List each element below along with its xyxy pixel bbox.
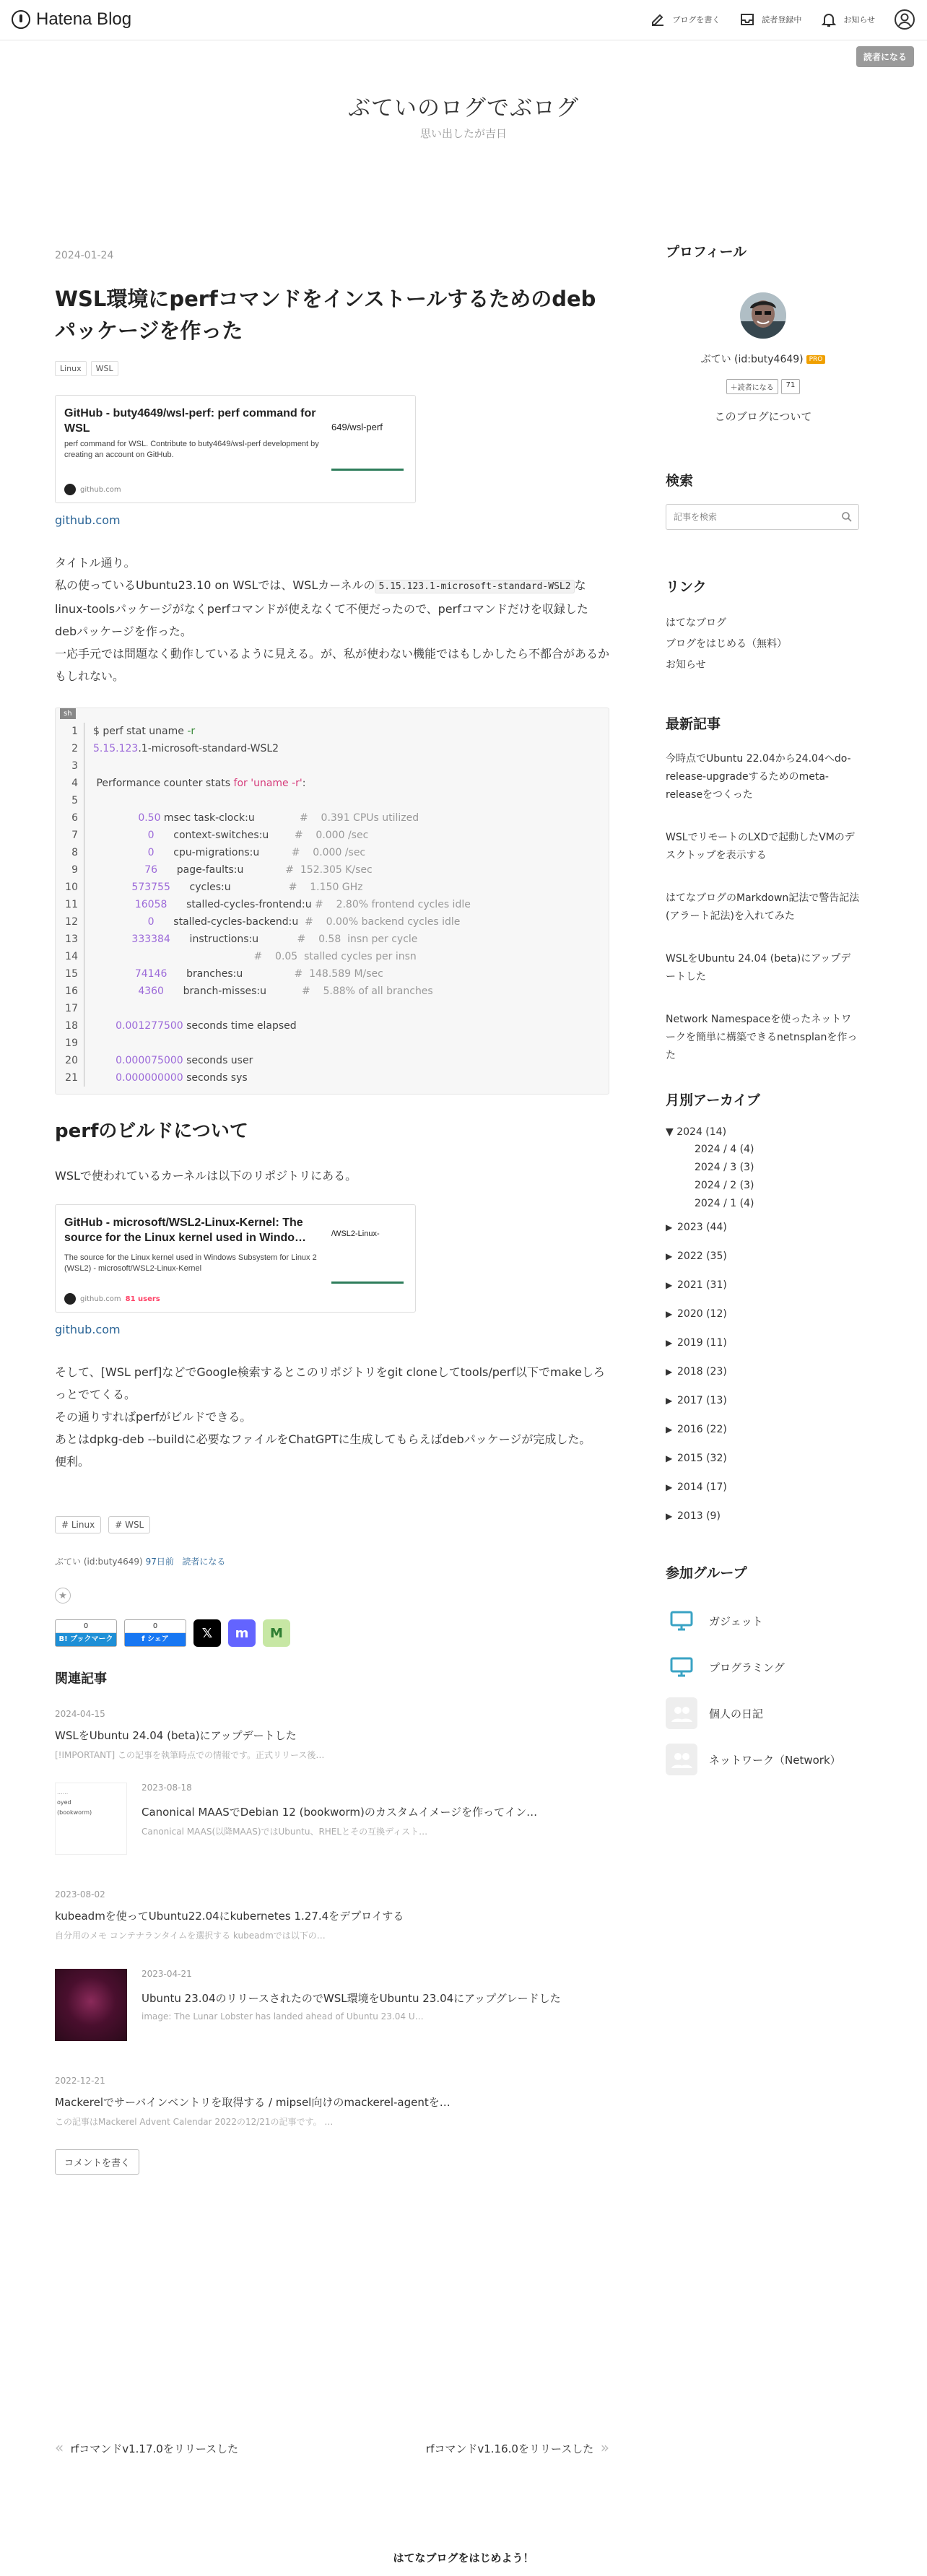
line-content: 76 page-faults:u # 152.305 K/sec	[144, 864, 373, 876]
profile-subscribe-button[interactable]	[726, 379, 778, 394]
line-content: 4360 branch-misses:u # 5.88% of all branches	[138, 985, 433, 997]
recent-item[interactable]: はてなブログのMarkdown記法で警告記法(アラート記法)を入れてみた	[666, 892, 860, 922]
line-number: 2	[56, 740, 84, 757]
related-item[interactable]	[55, 1709, 609, 1761]
line-number: 12	[56, 913, 84, 931]
write-comment-button[interactable]: コメントを書く	[55, 2149, 139, 2175]
search-input[interactable]	[666, 505, 832, 529]
build-line-3: あとはdpkg-deb --buildに必要なファイルをChatGPTに生成してもらえばdebパッケージが完成した。	[55, 1432, 591, 1446]
section-heading: perfのビルドについて	[55, 1121, 248, 1142]
archive-year[interactable]	[666, 1502, 861, 1531]
entry-ago-link[interactable]: 97日前	[145, 1557, 174, 1567]
related-body	[142, 1783, 609, 1855]
x-icon: 𝕏	[201, 1625, 213, 1641]
notifications-label: お知らせ	[843, 15, 875, 25]
pro-badge: PRO	[806, 355, 826, 364]
archive-year[interactable]	[666, 1271, 861, 1300]
triangle-right-icon: ▶	[666, 1222, 673, 1232]
triangle-right-icon: ▶	[666, 1367, 673, 1377]
related-title: 関連記事	[55, 1671, 107, 1687]
github-embed-card[interactable]	[55, 395, 416, 503]
embed2-source-link[interactable]: github.com	[55, 1323, 121, 1336]
bell-icon	[820, 11, 837, 28]
embed2-description: The source for the Linux kernel used in Windows Subsystem for Linux 2 (WSL2) - microsoft/WSL2-Linux-Kernel	[64, 1253, 317, 1273]
next-entry-title: rfコマンドv1.16.0をリリースした	[425, 2442, 594, 2455]
line-content: 0 stalled-cycles-backend:u # 0.00% backend cycles idle	[147, 916, 461, 928]
facebook-share-count: 0	[125, 1620, 186, 1633]
line-number: 3	[56, 757, 84, 775]
line-number: 11	[56, 896, 84, 913]
embed-thumb-bar	[331, 469, 404, 471]
archive-year[interactable]	[666, 1444, 861, 1473]
code-lines	[56, 723, 609, 1087]
code-line	[56, 809, 609, 827]
subscribe-button[interactable]: 読者になる	[856, 46, 914, 67]
related-date: 2022-12-21	[55, 2076, 105, 2086]
line-content: 74146 branches:u # 148.589 M/sec	[134, 968, 383, 980]
link-hatena-blog[interactable]: はてなブログ	[666, 617, 726, 629]
group-label: ネットワーク（Network）	[709, 1753, 841, 1767]
misskey-icon: M	[270, 1625, 283, 1641]
line-number: 8	[56, 844, 84, 861]
related-title-link[interactable]: Mackerelでサーバインベントリを取得する / mipsel向けのmackerel-agentを…	[55, 2096, 451, 2109]
code-line	[56, 1017, 609, 1035]
group-label: 個人の日記	[709, 1707, 764, 1720]
prev-entry-link[interactable]	[55, 2439, 238, 2456]
hatena-bookmark-button[interactable]	[55, 1619, 117, 1647]
intro-line-2	[55, 574, 609, 643]
embed2-thumb-bar	[331, 1282, 404, 1284]
code-block	[55, 708, 609, 1095]
embed2-site: github.com	[80, 1294, 121, 1303]
archive-year-label: 2016 (22)	[677, 1424, 727, 1435]
subscriptions-label: 読者登録中	[762, 15, 802, 25]
line-content: 0.000075000 seconds user	[116, 1055, 253, 1066]
prev-entry-title: rfコマンドv1.17.0をリリースした	[70, 2442, 239, 2455]
x-share-button[interactable]	[193, 1619, 221, 1647]
code-line	[56, 861, 609, 879]
entry-date[interactable]: 2024-01-24	[55, 250, 114, 261]
misskey-share-button[interactable]	[263, 1619, 290, 1647]
recent-list	[666, 750, 861, 1065]
blog-description: 思い出したが吉日	[419, 127, 507, 140]
line-number: 19	[56, 1035, 84, 1052]
line-number: 18	[56, 1017, 84, 1035]
facebook-share-label: f シェア	[125, 1633, 186, 1646]
line-content: 5.15.123.1-microsoft-standard-WSL2	[93, 743, 279, 754]
line-number: 21	[56, 1069, 84, 1087]
related-date: 2023-08-18	[142, 1783, 192, 1793]
hatena-blog-logo[interactable]	[12, 9, 131, 30]
category-wsl[interactable]: WSL	[91, 361, 118, 376]
chevron-right-icon: »	[600, 2439, 609, 2456]
line-number: 14	[56, 948, 84, 965]
line-content: 0 context-switches:u # 0.000 /sec	[147, 830, 369, 841]
header-nav	[649, 9, 915, 30]
archive-year-label: 2022 (35)	[677, 1250, 727, 1262]
group-network[interactable]	[666, 1736, 861, 1783]
hatena-bookmark-label: B! ブックマーク	[56, 1633, 116, 1646]
archive-month[interactable]: 2024 / 2 (3)	[695, 1180, 754, 1191]
code-line	[56, 827, 609, 844]
intro-line-2-b: なlinux-toolsパッケージがなくperfコマンドが使えなくて不便だったので、perfコマンドだけを収録したdebパッケージを作った。	[55, 578, 588, 638]
entry-categories	[55, 361, 609, 376]
triangle-right-icon: ▶	[666, 1309, 673, 1319]
related-title-link[interactable]: Ubuntu 23.04のリリースされたのでWSL環境をUbuntu 23.04にアップグレードした	[142, 1992, 561, 2005]
group-gadget[interactable]	[666, 1598, 861, 1644]
triangle-right-icon: ▶	[666, 1280, 673, 1290]
code-line	[56, 948, 609, 965]
related-summary: [!IMPORTANT] この記事を執筆時点での情報です。正式リリース後…	[55, 1750, 325, 1760]
archive-month[interactable]: 2024 / 3 (3)	[695, 1162, 754, 1173]
related-title-link[interactable]: Canonical MAASでDebian 12 (bookworm)のカスタムイメージを作ってイン…	[142, 1806, 538, 1819]
line-content: 0.001277500 seconds time elapsed	[116, 1020, 297, 1032]
archive-year[interactable]	[666, 1415, 861, 1444]
subscriber-count: 71	[781, 379, 801, 394]
recent-item[interactable]: Network Namespaceを使ったネットワークを簡単に構築できるnetnsplanを作った	[666, 1014, 858, 1061]
build-paragraph	[55, 1361, 609, 1473]
archive-year-label: 2014 (17)	[677, 1481, 727, 1493]
archive-year[interactable]	[666, 1242, 861, 1271]
code-language-label: sh	[60, 708, 76, 719]
link-news[interactable]: お知らせ	[666, 659, 706, 671]
profile-subscribe-label: 読者になる	[737, 384, 774, 392]
group-programming[interactable]	[666, 1644, 861, 1690]
hatena-logo-icon	[12, 10, 30, 29]
add-star-icon[interactable]: ★	[55, 1588, 71, 1604]
embed-thumbnail	[331, 412, 406, 484]
recent-item[interactable]: WSLでリモートのLXDで起動したVMのデスクトップを表示する	[666, 832, 855, 861]
category-linux[interactable]: Linux	[55, 361, 87, 376]
archive-year-label: 2020 (12)	[677, 1308, 727, 1320]
entry-pager	[55, 2439, 609, 2460]
user-menu-button[interactable]	[894, 9, 915, 30]
related-date: 2024-04-15	[55, 1709, 105, 1719]
related-title-link[interactable]: WSLをUbuntu 24.04 (beta)にアップデートした	[55, 1729, 297, 1742]
monitor-icon	[666, 1651, 697, 1683]
main-column	[55, 250, 609, 2175]
mastodon-share-button[interactable]	[228, 1619, 256, 1647]
archive-year[interactable]	[666, 1300, 861, 1328]
code-line	[56, 931, 609, 948]
embed-source-link[interactable]: github.com	[55, 513, 121, 527]
line-content: 333384 instructions:u # 0.58 insn per cycle	[131, 934, 418, 945]
embed2-title: GitHub - microsoft/WSL2-Linux-Kernel: The source for the Linux kernel used in Windo…	[64, 1217, 307, 1244]
hatena-bookmark-count: 0	[56, 1620, 116, 1633]
archive-year-open[interactable]: ▼ 2024 (14)	[666, 1126, 727, 1138]
related-summary: この記事はMackerel Advent Calendar 2022の12/21の記事です。 …	[55, 2117, 334, 2127]
notifications-button[interactable]	[820, 11, 875, 28]
profile-id: ぶてい (id:buty4649)	[700, 354, 804, 365]
start-blog-cta[interactable]: はてなブログをはじめよう！	[393, 2551, 534, 2564]
archive-year-label: 2015 (32)	[677, 1453, 727, 1464]
line-content: 0.000000000 seconds sys	[116, 1072, 248, 1084]
build-line-2: その通りすればperfがビルドできる。	[55, 1410, 252, 1424]
share-buttons	[55, 1619, 609, 1647]
code-line	[56, 1000, 609, 1017]
code-line	[56, 757, 609, 775]
profile-subscribe	[666, 379, 861, 394]
triangle-right-icon: ▶	[666, 1251, 673, 1261]
recent-heading: 最新記事	[666, 716, 721, 732]
recent-item[interactable]: WSLをUbuntu 24.04 (beta)にアップデートした	[666, 953, 851, 983]
line-number: 5	[56, 792, 84, 809]
user-icon	[894, 9, 915, 30]
line-number: 9	[56, 861, 84, 879]
groups-heading: 参加グループ	[666, 1565, 747, 1581]
related-summary: image: The Lunar Lobster has landed ahead of Ubuntu 23.04 U…	[142, 2011, 424, 2022]
blog-title[interactable]: ぶていのログでぶログ	[348, 95, 579, 121]
code-line	[56, 965, 609, 983]
related-item[interactable]	[55, 1969, 609, 2041]
archive-year[interactable]	[666, 1213, 861, 1242]
build-line-4: 便利。	[55, 1455, 90, 1468]
line-content: Performance counter stats for 'uname -r':	[93, 778, 306, 789]
code-line	[56, 983, 609, 1000]
plus-icon: ＋	[730, 384, 738, 392]
kernel-version-code: 5.15.123.1-microsoft-standard-WSL2	[375, 580, 574, 593]
line-number: 1	[56, 723, 84, 740]
profile-heading: プロフィール	[666, 244, 747, 260]
links-heading: リンク	[666, 579, 707, 595]
intro-paragraph	[55, 552, 609, 687]
archive-year[interactable]	[666, 1386, 861, 1415]
code-line	[56, 792, 609, 809]
line-number: 20	[56, 1052, 84, 1069]
group-label: ガジェット	[709, 1614, 763, 1628]
inbox-icon	[739, 11, 756, 28]
triangle-right-icon: ▶	[666, 1396, 673, 1406]
archive-year[interactable]	[666, 1473, 861, 1502]
avatar[interactable]	[740, 292, 786, 339]
intro-line-1: タイトル通り。	[55, 556, 136, 570]
entry-tags	[55, 1516, 609, 1533]
code-line	[56, 913, 609, 931]
triangle-right-icon: ▶	[666, 1424, 673, 1435]
related-body	[142, 1969, 609, 2041]
edit-icon	[649, 11, 666, 28]
about-blog-link[interactable]: このブログについて	[714, 410, 812, 423]
archive-year-label: 2021 (31)	[677, 1279, 727, 1291]
subscriptions-button[interactable]	[739, 11, 801, 28]
embed-title: GitHub - buty4649/wsl-perf: perf command for WSL	[64, 407, 316, 435]
triangle-right-icon: ▶	[666, 1511, 673, 1521]
code-line	[56, 879, 609, 896]
line-number: 7	[56, 827, 84, 844]
code-line	[56, 723, 609, 740]
embed2-thumbnail	[331, 1221, 406, 1293]
related-date: 2023-08-02	[55, 1889, 105, 1900]
sidebar	[666, 241, 861, 1783]
triangle-right-icon: ▶	[666, 1482, 673, 1492]
links-list	[666, 613, 861, 676]
related-date: 2023-04-21	[142, 1969, 192, 1979]
code-line	[56, 775, 609, 792]
archive-year-label: 2017 (13)	[677, 1395, 727, 1406]
related-thumbnail	[55, 1969, 127, 2041]
archive-year-label: 2019 (11)	[677, 1337, 727, 1349]
chevron-left-icon: «	[55, 2439, 64, 2456]
group-label: プログラミング	[709, 1661, 785, 1674]
embed-thumb-label: 649/wsl-perf	[331, 422, 383, 432]
line-number: 6	[56, 809, 84, 827]
people-icon	[666, 1697, 697, 1729]
repo-paragraph: WSLで使われているカーネルは以下のリポジトリにある。	[55, 1169, 357, 1183]
archive-year[interactable]	[666, 1328, 861, 1357]
tag-linux[interactable]: # Linux	[55, 1516, 101, 1533]
triangle-right-icon: ▶	[666, 1453, 673, 1463]
embed-description: perf command for WSL. Contribute to buty4649/wsl-perf development by creating an account on GitHub.	[64, 440, 319, 459]
embed2-thumb-label: /WSL2-Linux-	[331, 1230, 380, 1238]
line-content: 573755 cycles:u # 1.150 GHz	[131, 882, 363, 893]
related-title-link[interactable]: kubeadmを使ってUbuntu22.04にkubernetes 1.27.4をデプロイする	[55, 1910, 404, 1923]
recent-item[interactable]: 今時点でUbuntu 22.04から24.04へdo-release-upgradeするためのmeta-releaseをつくった	[666, 753, 851, 801]
line-number: 16	[56, 983, 84, 1000]
related-item[interactable]	[55, 1783, 609, 1855]
next-entry-link[interactable]	[426, 2439, 609, 2456]
archive-year-label: 2013 (9)	[677, 1510, 721, 1522]
intro-line-2-a: 私の使っているUbuntu23.10 on WSLでは、WSLカーネルの	[55, 578, 375, 592]
archive-heading: 月別アーカイブ	[666, 1092, 760, 1108]
embed2-users-badge[interactable]: 81 users	[125, 1294, 160, 1303]
code-line	[56, 844, 609, 861]
entry-author-line	[55, 1555, 609, 1567]
github-embed-card-kernel[interactable]	[55, 1204, 416, 1313]
archive-year-label: 2018 (23)	[677, 1366, 727, 1378]
line-content: 0 cpu-migrations:u # 0.000 /sec	[147, 847, 366, 858]
logo-text: Hatena Blog	[36, 9, 132, 29]
mastodon-icon: m	[235, 1625, 249, 1641]
facebook-share-button[interactable]	[124, 1619, 186, 1647]
entry-title[interactable]: WSL環境にperfコマンドをインストールするためのdebパッケージを作った	[55, 287, 596, 343]
profile-name[interactable]	[666, 352, 861, 366]
line-number: 4	[56, 775, 84, 792]
build-line-1: そして、[WSL perf]などでGoogle検索するとこのリポジトリをgit cloneしてtools/perf以下でmakeしろっとでてくる。	[55, 1365, 605, 1401]
related-thumbnail: ...... oyed (bookworm)	[55, 1783, 127, 1855]
search-box	[666, 504, 859, 530]
related-item[interactable]	[55, 2076, 609, 2128]
groups-list	[666, 1598, 861, 1783]
code-line	[56, 1035, 609, 1052]
line-number: 10	[56, 879, 84, 896]
avatar-image	[740, 292, 786, 339]
archive-year[interactable]	[666, 1357, 861, 1386]
line-content: # 0.05 stalled cycles per insn	[253, 951, 417, 962]
tag-wsl[interactable]: # WSL	[108, 1516, 150, 1533]
line-content: $ perf stat uname -r	[93, 726, 196, 737]
archive-list	[666, 1123, 861, 1531]
embed2-footer	[64, 1293, 160, 1305]
archive-month[interactable]: 2024 / 1 (4)	[695, 1198, 754, 1209]
line-number: 13	[56, 931, 84, 948]
line-number: 17	[56, 1000, 84, 1017]
code-line	[56, 740, 609, 757]
code-line	[56, 896, 609, 913]
github-icon	[64, 484, 76, 495]
author-link[interactable]: ぶてい (id:buty4649)	[55, 1557, 143, 1567]
global-header	[0, 0, 927, 40]
search-heading: 検索	[666, 473, 694, 489]
line-number: 15	[56, 965, 84, 983]
line-content: 0.50 msec task-clock:u # 0.391 CPUs utilized	[138, 812, 419, 824]
embed-footer	[64, 484, 121, 495]
embed-site: github.com	[80, 485, 121, 494]
line-content: 16058 stalled-cycles-frontend:u # 2.80% frontend cycles idle	[134, 899, 471, 910]
archive-month[interactable]: 2024 / 4 (4)	[695, 1144, 754, 1155]
link-start-blog[interactable]: ブログをはじめる（無料）	[666, 638, 787, 650]
archive-year-label: 2023 (44)	[677, 1222, 727, 1233]
search-icon[interactable]	[841, 511, 853, 523]
github-icon	[64, 1293, 76, 1305]
related-summary: Canonical MAAS(以降MAAS)ではUbuntu、RHELとその互換ディスト…	[142, 1827, 428, 1837]
code-line	[56, 1069, 609, 1087]
reader-link[interactable]: 読者になる	[182, 1557, 226, 1567]
write-blog-button[interactable]	[649, 11, 720, 28]
triangle-right-icon: ▶	[666, 1338, 673, 1348]
related-summary: 自分用のメモ コンテナランタイムを選択する kubeadmでは以下の…	[55, 1931, 326, 1941]
intro-line-3: 一応手元では問題なく動作しているように見える。が、私が使わない機能ではもしかしたら不都合があるかもしれない。	[55, 647, 610, 683]
monitor-icon	[666, 1605, 697, 1637]
write-blog-label: ブログを書く	[672, 15, 721, 25]
people-icon	[666, 1744, 697, 1775]
related-item[interactable]	[55, 1889, 609, 1941]
group-diary[interactable]	[666, 1690, 861, 1736]
code-line	[56, 1052, 609, 1069]
